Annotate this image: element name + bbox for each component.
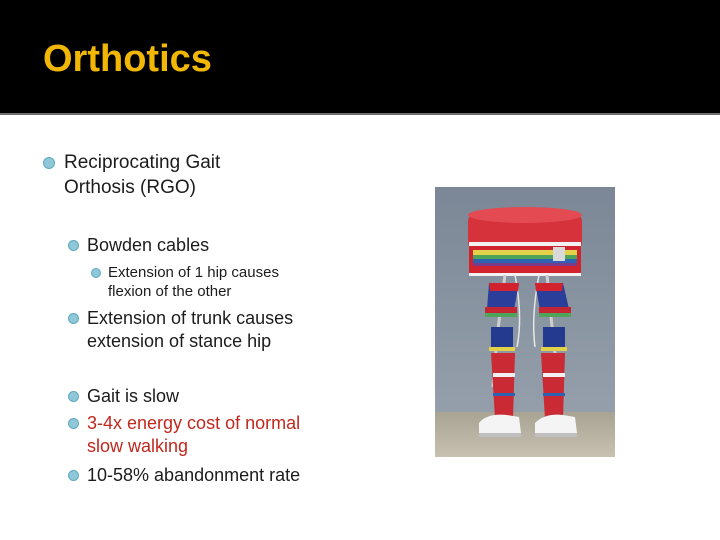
bullet-text-line: Reciprocating Gait bbox=[64, 152, 221, 173]
bullet-energy-cost bbox=[87, 412, 300, 458]
bullet-dot-icon bbox=[91, 268, 101, 278]
bullet-text-line: Gait is slow bbox=[87, 386, 180, 406]
bullet-dot-icon bbox=[68, 391, 79, 402]
bullet-text-line: Bowden cables bbox=[87, 235, 210, 255]
bullet-gait-slow bbox=[87, 385, 179, 408]
bullet-dot-icon bbox=[68, 313, 79, 324]
title-divider bbox=[0, 113, 720, 115]
bullet-text-line: 10-58% abandonment rate bbox=[87, 465, 301, 485]
bullet-text-line: 3-4x energy cost of normal bbox=[87, 413, 301, 433]
bullet-dot-icon bbox=[68, 470, 79, 481]
bullet-dot-icon bbox=[68, 240, 79, 251]
bullet-dot-icon bbox=[68, 418, 79, 429]
bullet-hip-extension bbox=[108, 263, 279, 301]
rgo-orthosis-photo bbox=[435, 187, 615, 457]
bullet-rgo bbox=[64, 150, 220, 200]
bullet-bowden-cables bbox=[87, 234, 209, 257]
bullet-dot-icon bbox=[43, 157, 55, 169]
bullet-text-line: Orthosis (RGO) bbox=[64, 177, 196, 198]
bullet-abandonment-rate bbox=[87, 464, 300, 487]
bullet-text-line: flexion of the other bbox=[108, 283, 232, 300]
bullet-trunk-extension bbox=[87, 307, 293, 353]
bullet-text-line: extension of stance hip bbox=[87, 331, 272, 351]
bullet-text-line: slow walking bbox=[87, 436, 189, 456]
bullet-text-line: Extension of trunk causes bbox=[87, 308, 294, 328]
bullet-text-line: Extension of 1 hip causes bbox=[108, 264, 279, 281]
slide-title: Orthotics bbox=[43, 38, 212, 80]
